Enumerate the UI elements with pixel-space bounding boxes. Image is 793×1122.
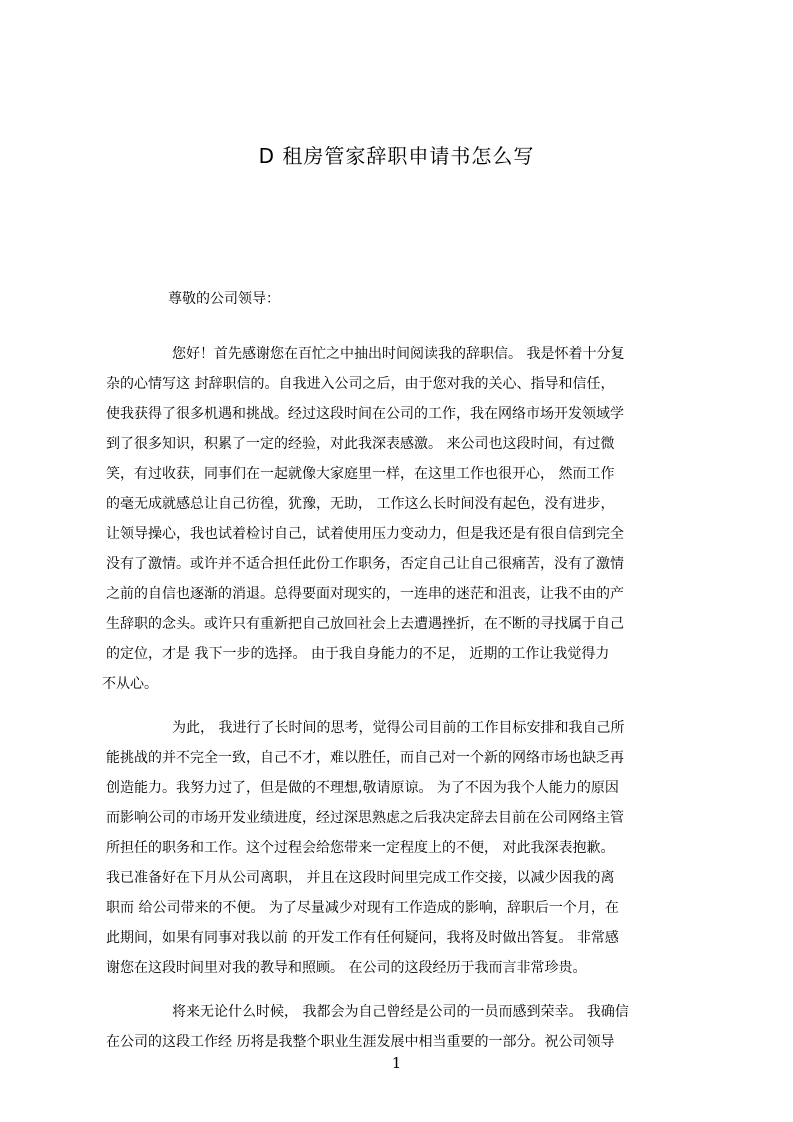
text-line: 杂的心情写这 封辞职信的。自我进入公司之后，由于您对我的关心、指导和信任，: [106, 376, 615, 392]
text-line: 职而 给公司带来的不便。 为了尽量减少对现有工作造成的影响，辞职后一个月，在: [106, 900, 619, 916]
text-line: 谢您在这段时间里对我的教导和照顾。 在公司的这段经历于我而言非常珍贵。: [106, 960, 587, 976]
text-line: 为此， 我进行了长时间的思考，觉得公司目前的工作目标安排和我自己所: [172, 720, 625, 736]
document-title: D 租房管家辞职申请书怎么写: [258, 144, 535, 168]
text-line: 生辞职的念头。或许只有重新把自己放回社会上去遭遇挫折，在不断的寻找属于自己: [106, 616, 624, 632]
text-line: 能挑战的并不完全一致，自己不才，难以胜任，而自己对一个新的网络市场也缺乏再: [106, 750, 624, 766]
text-line: 而影响公司的市场开发业绩进度，经过深思熟虑之后我决定辞去目前在公司网络主管: [106, 810, 624, 826]
text-line: 您好！首先感谢您在百忙之中抽出时间阅读我的辞职信。 我是怀着十分复: [172, 346, 625, 362]
salutation: 尊敬的公司领导：: [168, 291, 280, 307]
text-line: 所担任的职务和工作。这个过程会给您带来一定程度上的不便， 对此我深表抱歉。: [106, 840, 615, 856]
page-number: 1: [391, 1054, 402, 1072]
text-line: 不从心。: [102, 676, 158, 692]
text-line: 的毫无成就感总让自己彷徨，犹豫，无助， 工作这么长时间没有起色，没有进步，: [106, 496, 615, 512]
text-line: 到了很多知识，积累了一定的经验，对此我深表感激。 来公司也这段时间，有过微: [106, 436, 615, 452]
text-line: 没有了激情。或许并不适合担任此份工作职务，否定自己让自己很痛苦，没有了激情: [106, 556, 624, 572]
text-line: 让领导操心，我也试着检讨自己，试着使用压力变动力，但是我还是有很自信到完全: [106, 526, 624, 542]
text-line: 将来无论什么时候， 我都会为自己曾经是公司的一员而感到荣幸。 我确信: [172, 1004, 629, 1020]
text-line: 在公司的这段工作经 历将是我整个职业生涯发展中相当重要的一部分。祝公司领导: [106, 1034, 615, 1050]
text-line: 之前的自信也逐渐的消退。总得要面对现实的，一连串的迷茫和沮丧，让我不由的产: [106, 586, 624, 602]
text-line: 创造能力。我努力过了，但是做的不理想,敬请原谅。 为了不因为我个人能力的原因: [106, 780, 619, 796]
text-line: 使我获得了很多机遇和挑战。经过这段时间在公司的工作，我在网络市场开发领域学: [106, 406, 624, 422]
text-line: 笑，有过收获，同事们在一起就像大家庭里一样，在这里工作也很开心， 然而工作: [106, 466, 615, 482]
text-line: 我已准备好在下月从公司离职， 并且在这段时间里完成工作交接，以减少因我的离: [106, 870, 615, 886]
text-line: 的定位，才是 我下一步的选择。 由于我自身能力的不足， 近期的工作让我觉得力: [106, 646, 610, 662]
text-line: 此期间，如果有同事对我以前 的开发工作有任何疑问，我将及时做出答复。 非常感: [106, 930, 619, 946]
